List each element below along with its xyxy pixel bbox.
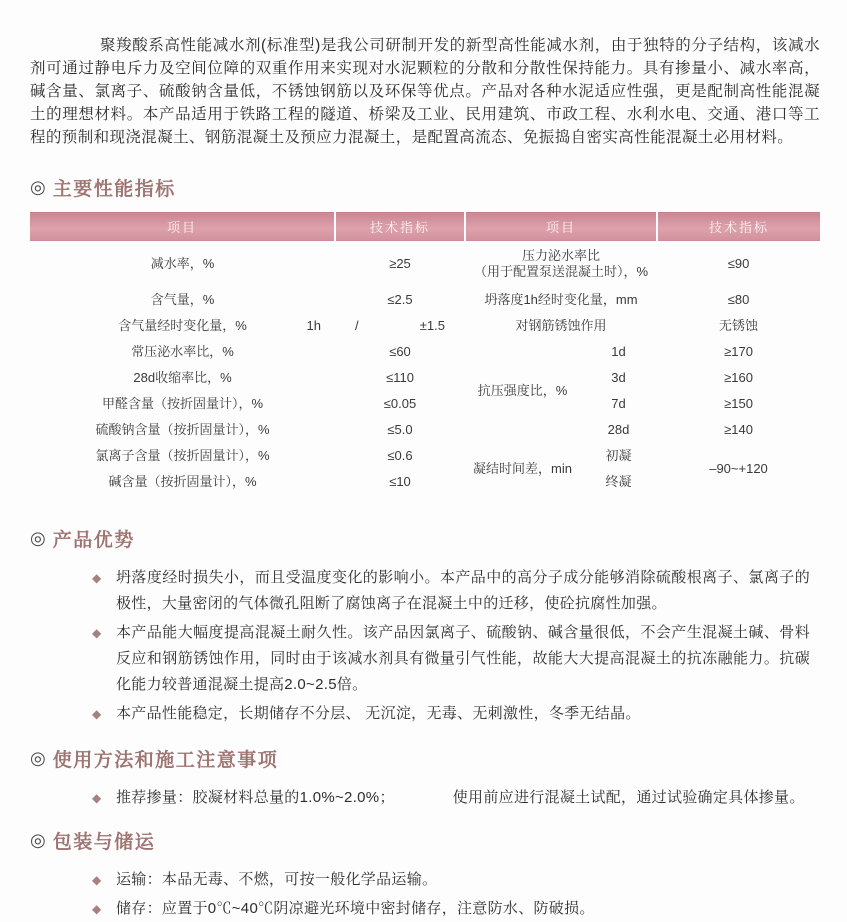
value-alkali: ≤10 [389, 474, 411, 489]
value-air-content-change [335, 313, 465, 339]
air-change-slash: / [355, 318, 359, 333]
transport-text: 运输：本品无毒、不燃，可按一般化学品运输。 [116, 871, 438, 888]
packaging-list [30, 867, 820, 922]
age-28d: 28d [607, 422, 630, 437]
pressure-bleeding-line2: （用于配置泵送混凝土时），% [473, 264, 649, 279]
advantage-text: 本产品性能稳定，长期储存不分层、 无沉淀，无毒、无刺激性，冬季无结晶。 [116, 705, 641, 722]
dosage-right: 使用前应进行混凝土试配，通过试验确定具体掺量。 [452, 789, 805, 806]
header-item-right: 项目 [465, 213, 657, 241]
item-bleeding-ratio: 常压泌水率比，% [131, 344, 234, 359]
value-water-reduction: ≥25 [389, 256, 411, 271]
section-title: 产品优势 [52, 529, 135, 551]
section-title: 包装与储运 [52, 831, 156, 853]
header-indicator-right: 技术指标 [657, 213, 820, 241]
list-item [30, 896, 820, 922]
advantage-text: 本产品能大幅度提高混凝土耐久性。该产品因氯离子、硫酸钠、碱含量很低，不会产生混凝土碱、骨料反应和钢筋锈蚀作用，同时由于该减水剂具有微量引气性能，故能大大提高混凝土的抗冻融能力。抗碳化能力较普通混凝土提高2.0~2.5倍。 [116, 624, 810, 693]
setting-final: 终凝 [605, 474, 632, 489]
value-strength-3d: ≥160 [724, 370, 753, 385]
air-change-value: ±1.5 [419, 318, 445, 333]
age-7d: 7d [611, 396, 626, 411]
table-row [30, 313, 820, 339]
value-chloride: ≤0.6 [387, 448, 413, 463]
item-pressure-bleeding [465, 241, 657, 288]
item-shrinkage-ratio: 28d收缩率比，% [133, 370, 232, 385]
value-strength-28d: ≥140 [724, 422, 753, 437]
advantage-text: 坍落度经时损失小，而且受温度变化的影响小。本产品中的高分子成分能够消除硫酸根离子、氯离子的极性，大量密闭的气体微孔阻断了腐蚀离子在混凝土中的迁移，使砼抗腐性加强。 [116, 569, 810, 612]
value-setting-time: –90~+120 [709, 461, 768, 476]
item-rebar-corrosion: 对钢筋锈蚀作用 [515, 318, 607, 333]
air-change-label: 含气量经时变化量，% [118, 318, 247, 333]
item-setting-time: 凝结时间差，min [473, 461, 572, 476]
table-row [30, 443, 820, 469]
dosage-left: 推荐掺量：胶凝材料总量的1.0%~2.0%； [116, 789, 395, 806]
section-title: 主要性能指标 [52, 178, 176, 200]
value-strength-7d: ≥150 [724, 396, 753, 411]
list-item [30, 565, 820, 617]
item-compressive-strength: 抗压强度比，% [477, 383, 568, 398]
item-formaldehyde: 甲醛含量（按折固量计），% [101, 396, 264, 411]
air-change-sub: 1h [306, 318, 321, 333]
list-item [30, 785, 820, 811]
value-rebar-corrosion: 无锈蚀 [719, 318, 759, 333]
list-item [30, 701, 820, 727]
value-air-content: ≤2.5 [387, 292, 413, 307]
section-heading-packaging [30, 827, 820, 853]
diamond-bullet-icon: ◆ [92, 791, 102, 805]
diamond-bullet-icon: ◆ [92, 707, 102, 721]
pressure-bleeding-line1: 压力泌水率比 [522, 248, 601, 263]
list-item [30, 620, 820, 698]
item-air-content: 含气量，% [150, 292, 215, 307]
section-heading-usage [30, 745, 820, 771]
item-slump-change: 坍落度1h经时变化量，mm [484, 292, 638, 307]
advantages-list [30, 565, 820, 727]
value-bleeding-ratio: ≤60 [389, 344, 411, 359]
age-1d: 1d [611, 344, 626, 359]
table-row [30, 287, 820, 313]
table-row [30, 241, 820, 288]
age-3d: 3d [611, 370, 626, 385]
header-item-left: 项目 [30, 213, 335, 241]
header-indicator-left: 技术指标 [335, 213, 465, 241]
value-formaldehyde: ≤0.05 [383, 396, 417, 411]
item-chloride: 氯离子含量（按折固量计），% [95, 448, 270, 463]
value-shrinkage-ratio: ≤110 [386, 370, 414, 385]
intro-paragraph: 聚羧酸系高性能减水剂(标准型)是我公司研制开发的新型高性能减水剂，由于独特的分子结构，该减水剂可通过静电斥力及空间位障的双重作用来实现对水泥颗粒的分散和分散性保持能力。具有掺量小、减水率高，碱含量、氯离子、硫酸钠含量低，不锈蚀钢筋以及环保等优点。产品对各种水泥适应性强，更是配制高性能混凝土的理想材料。本产品适用于铁路工程的隧道、桥梁及工业、民用建筑、市政工程、水利水电、交通、港口等工程的预制和现浇混凝土、钢筋混凝土及预应力混凝土，是配置高流态、免振捣自密实高性能混凝土必用材料。 [30, 37, 820, 146]
value-strength-1d: ≥170 [724, 344, 753, 359]
table-row [30, 391, 820, 417]
double-circle-icon: ◎ [30, 177, 46, 197]
section-heading-advantages [30, 525, 820, 551]
section-title: 使用方法和施工注意事项 [52, 749, 279, 771]
table-row [30, 417, 820, 443]
list-item [30, 867, 820, 893]
table-row [30, 365, 820, 391]
usage-list [30, 785, 820, 811]
dosage-text [116, 785, 810, 811]
value-sodium-sulfate: ≤5.0 [387, 422, 413, 437]
item-alkali: 碱含量（按折固量计），% [108, 474, 257, 489]
performance-table [30, 212, 820, 495]
item-air-content-change [30, 313, 335, 339]
diamond-bullet-icon: ◆ [92, 571, 102, 585]
value-slump-change: ≤80 [727, 292, 750, 307]
double-circle-icon: ◎ [30, 528, 46, 548]
diamond-bullet-icon: ◆ [92, 873, 102, 887]
double-circle-icon: ◎ [30, 830, 46, 850]
item-water-reduction: 减水率，% [150, 256, 215, 271]
value-pressure-bleeding: ≤90 [727, 256, 750, 271]
diamond-bullet-icon: ◆ [92, 902, 102, 916]
table-header-row [30, 213, 820, 241]
storage-text: 储存：应置于0℃~40℃阴凉避光环境中密封储存，注意防水、防破损。 [116, 900, 595, 917]
diamond-bullet-icon: ◆ [92, 626, 102, 640]
item-sodium-sulfate: 硫酸钠含量（按折固量计），% [95, 422, 270, 437]
double-circle-icon: ◎ [30, 748, 46, 768]
table-row [30, 339, 820, 365]
section-heading-performance [30, 174, 820, 200]
setting-initial: 初凝 [605, 448, 632, 463]
